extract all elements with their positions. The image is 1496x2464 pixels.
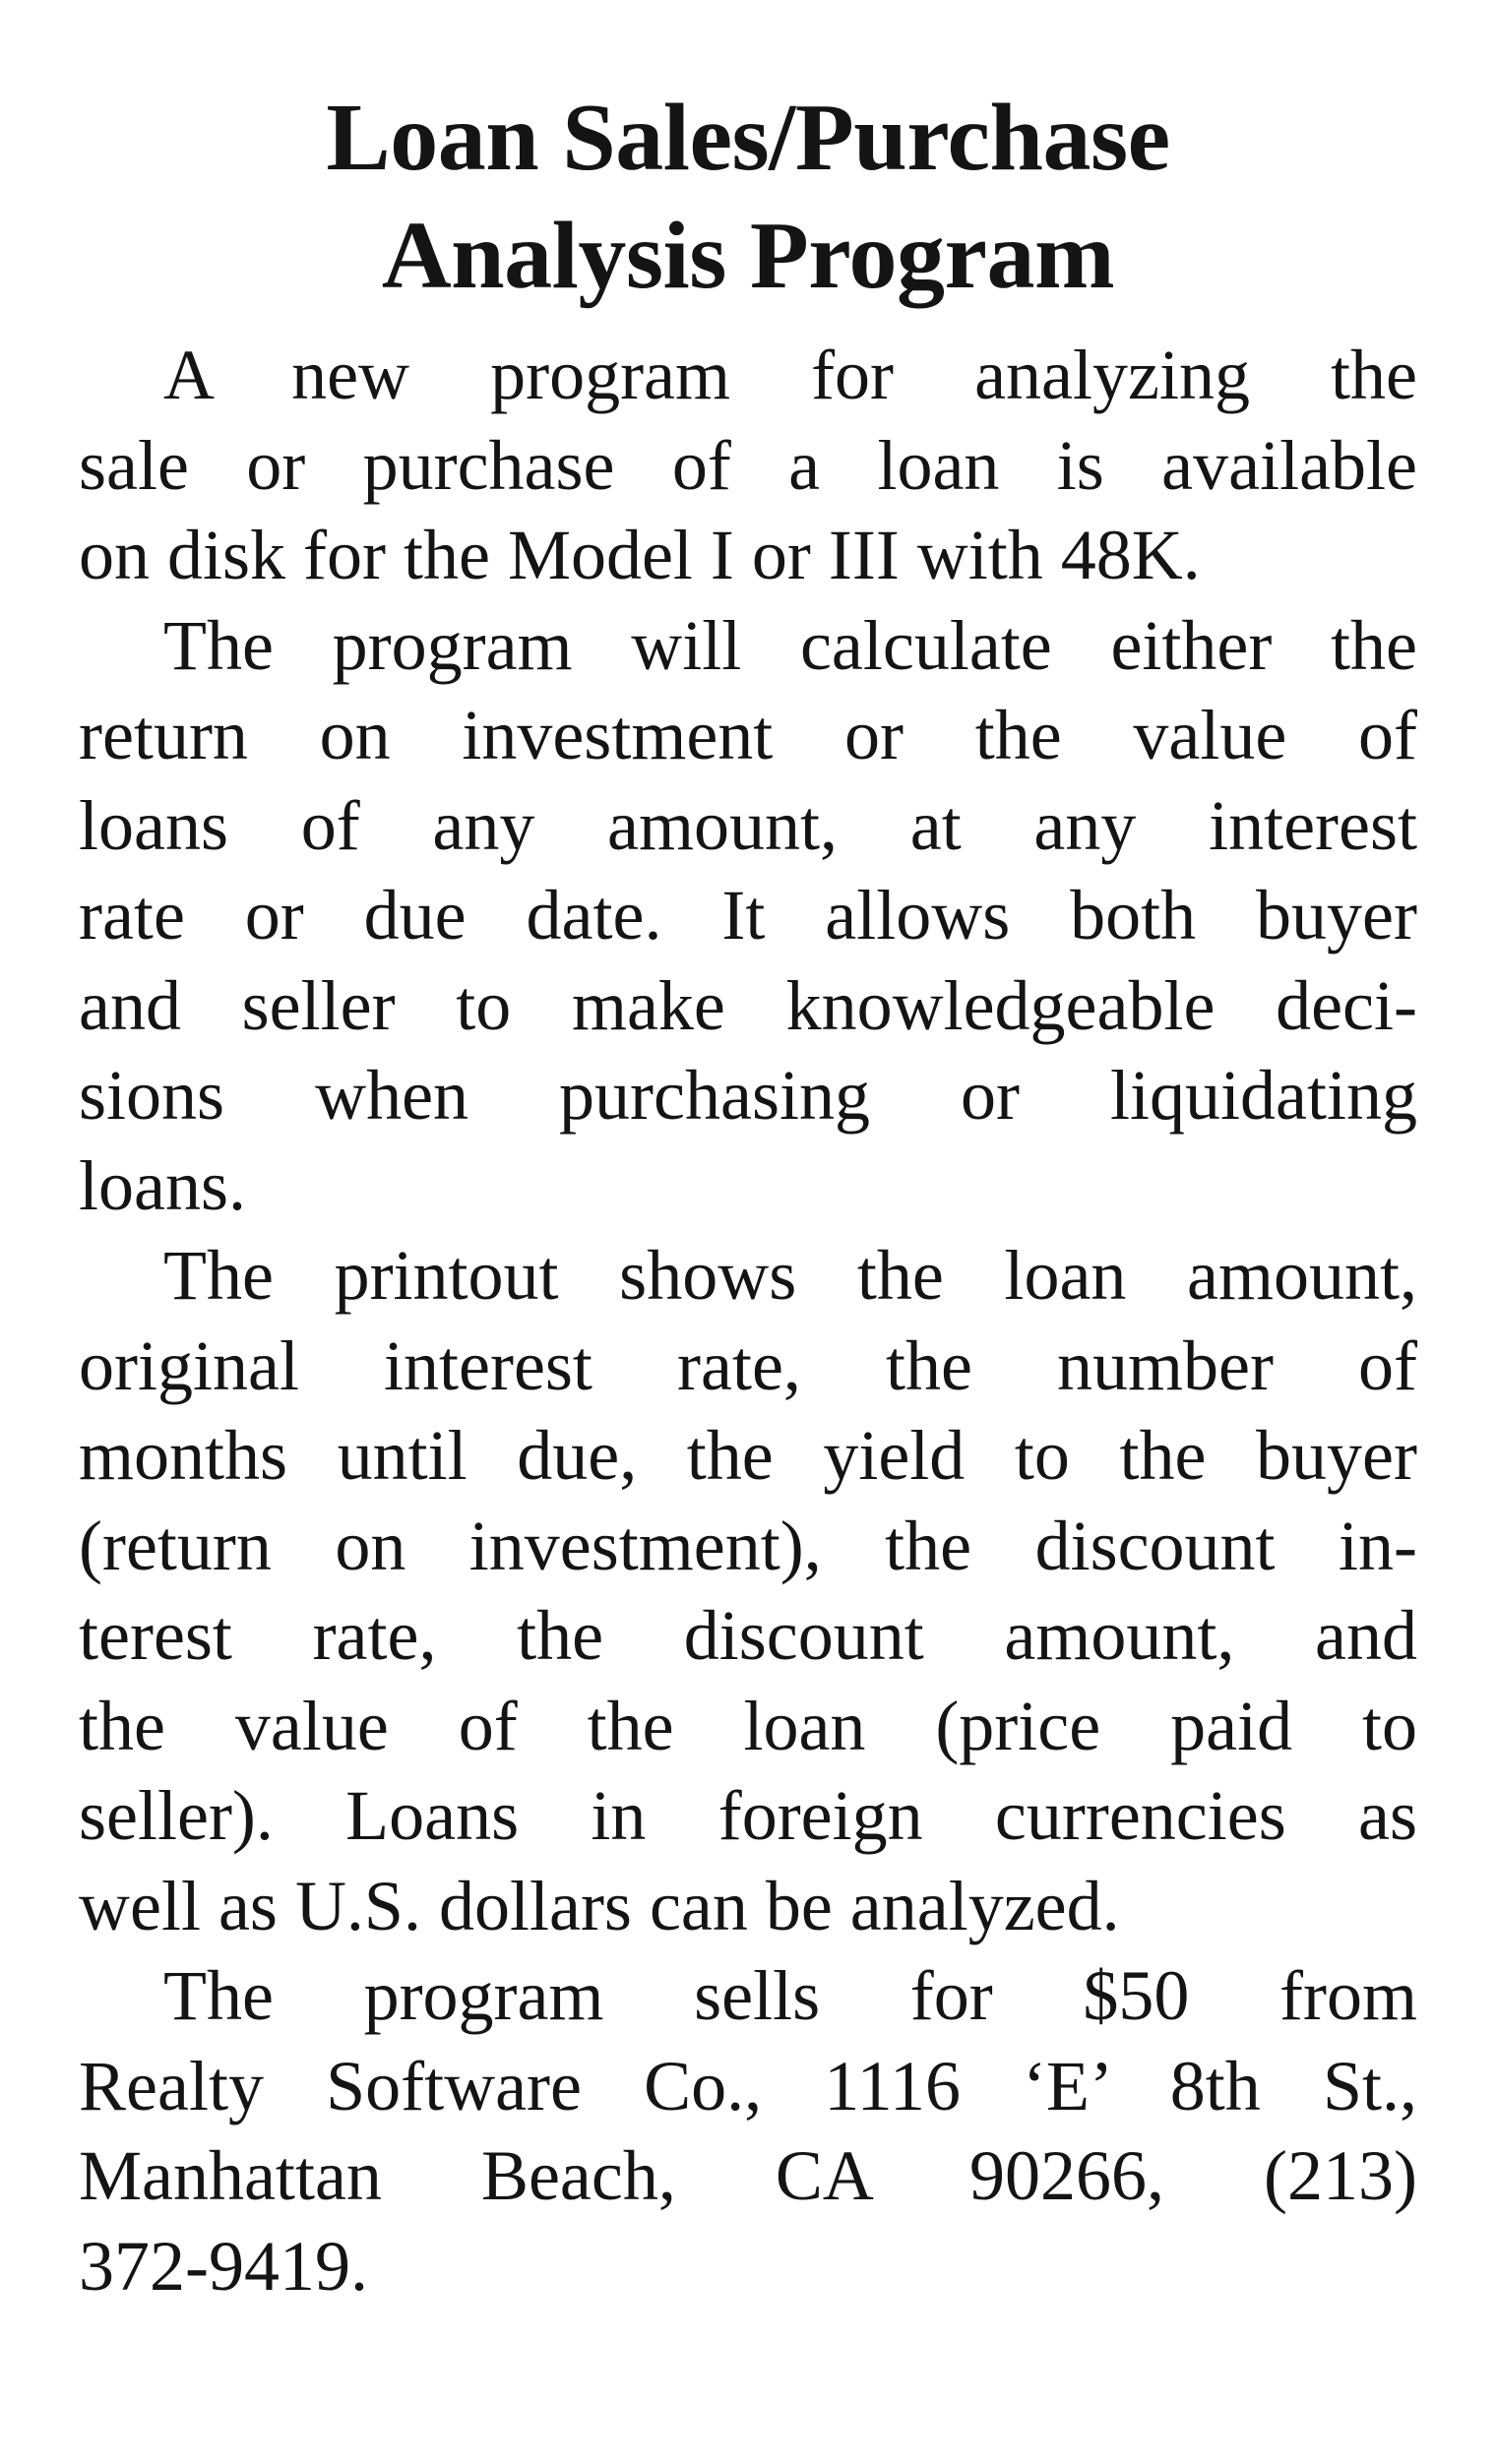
text-line: original interest rate, the number of — [79, 1325, 1417, 1405]
text-line: rate or due date. It allows both buyer — [79, 876, 1417, 955]
text-line: loans of any amount, at any interest — [79, 785, 1417, 865]
text-line: A new program for analyzing the — [163, 336, 1417, 414]
paragraph-availability — [79, 331, 1417, 601]
text-line: The printout shows the loan amount, — [163, 1236, 1417, 1315]
paragraph-calculation — [79, 601, 1417, 1232]
headline-line-2: Analysis Program — [381, 203, 1115, 309]
paragraph-pricing-contact — [79, 1951, 1417, 2311]
text-line: and seller to make knowledgeable deci- — [79, 965, 1417, 1045]
article-body — [79, 331, 1417, 2311]
text-line: 372-9419. — [79, 2226, 368, 2306]
text-line: Manhattan Beach, CA 90266, (213) — [79, 2136, 1417, 2215]
text-line: well as U.S. dollars can be analyzed. — [79, 1866, 1120, 1945]
text-line: sale or purchase of a loan is available — [79, 425, 1417, 505]
paragraph-printout — [79, 1231, 1417, 1951]
text-line: the value of the loan (price paid to — [79, 1686, 1417, 1765]
text-line: return on investment or the value of — [79, 696, 1417, 774]
text-line: terest rate, the discount amount, and — [79, 1596, 1417, 1675]
text-line: (return on investment), the discount in- — [79, 1506, 1417, 1585]
text-line: months until due, the yield to the buyer — [79, 1416, 1417, 1495]
text-line: Realty Software Co., 1116 ‘E’ 8th St., — [79, 2046, 1417, 2125]
text-line: The program sells for $50 from — [163, 1956, 1417, 2035]
text-line: The program will calculate either the — [163, 605, 1417, 685]
text-line: sions when purchasing or liquidating — [79, 1056, 1417, 1135]
headline-line-1: Loan Sales/Purchase — [326, 85, 1170, 191]
article — [79, 79, 1417, 2311]
text-line: on disk for the Model I or III with 48K. — [79, 516, 1201, 594]
article-headline — [79, 79, 1417, 315]
text-line: loans. — [79, 1145, 246, 1225]
text-line: seller). Loans in foreign currencies as — [79, 1776, 1417, 1855]
